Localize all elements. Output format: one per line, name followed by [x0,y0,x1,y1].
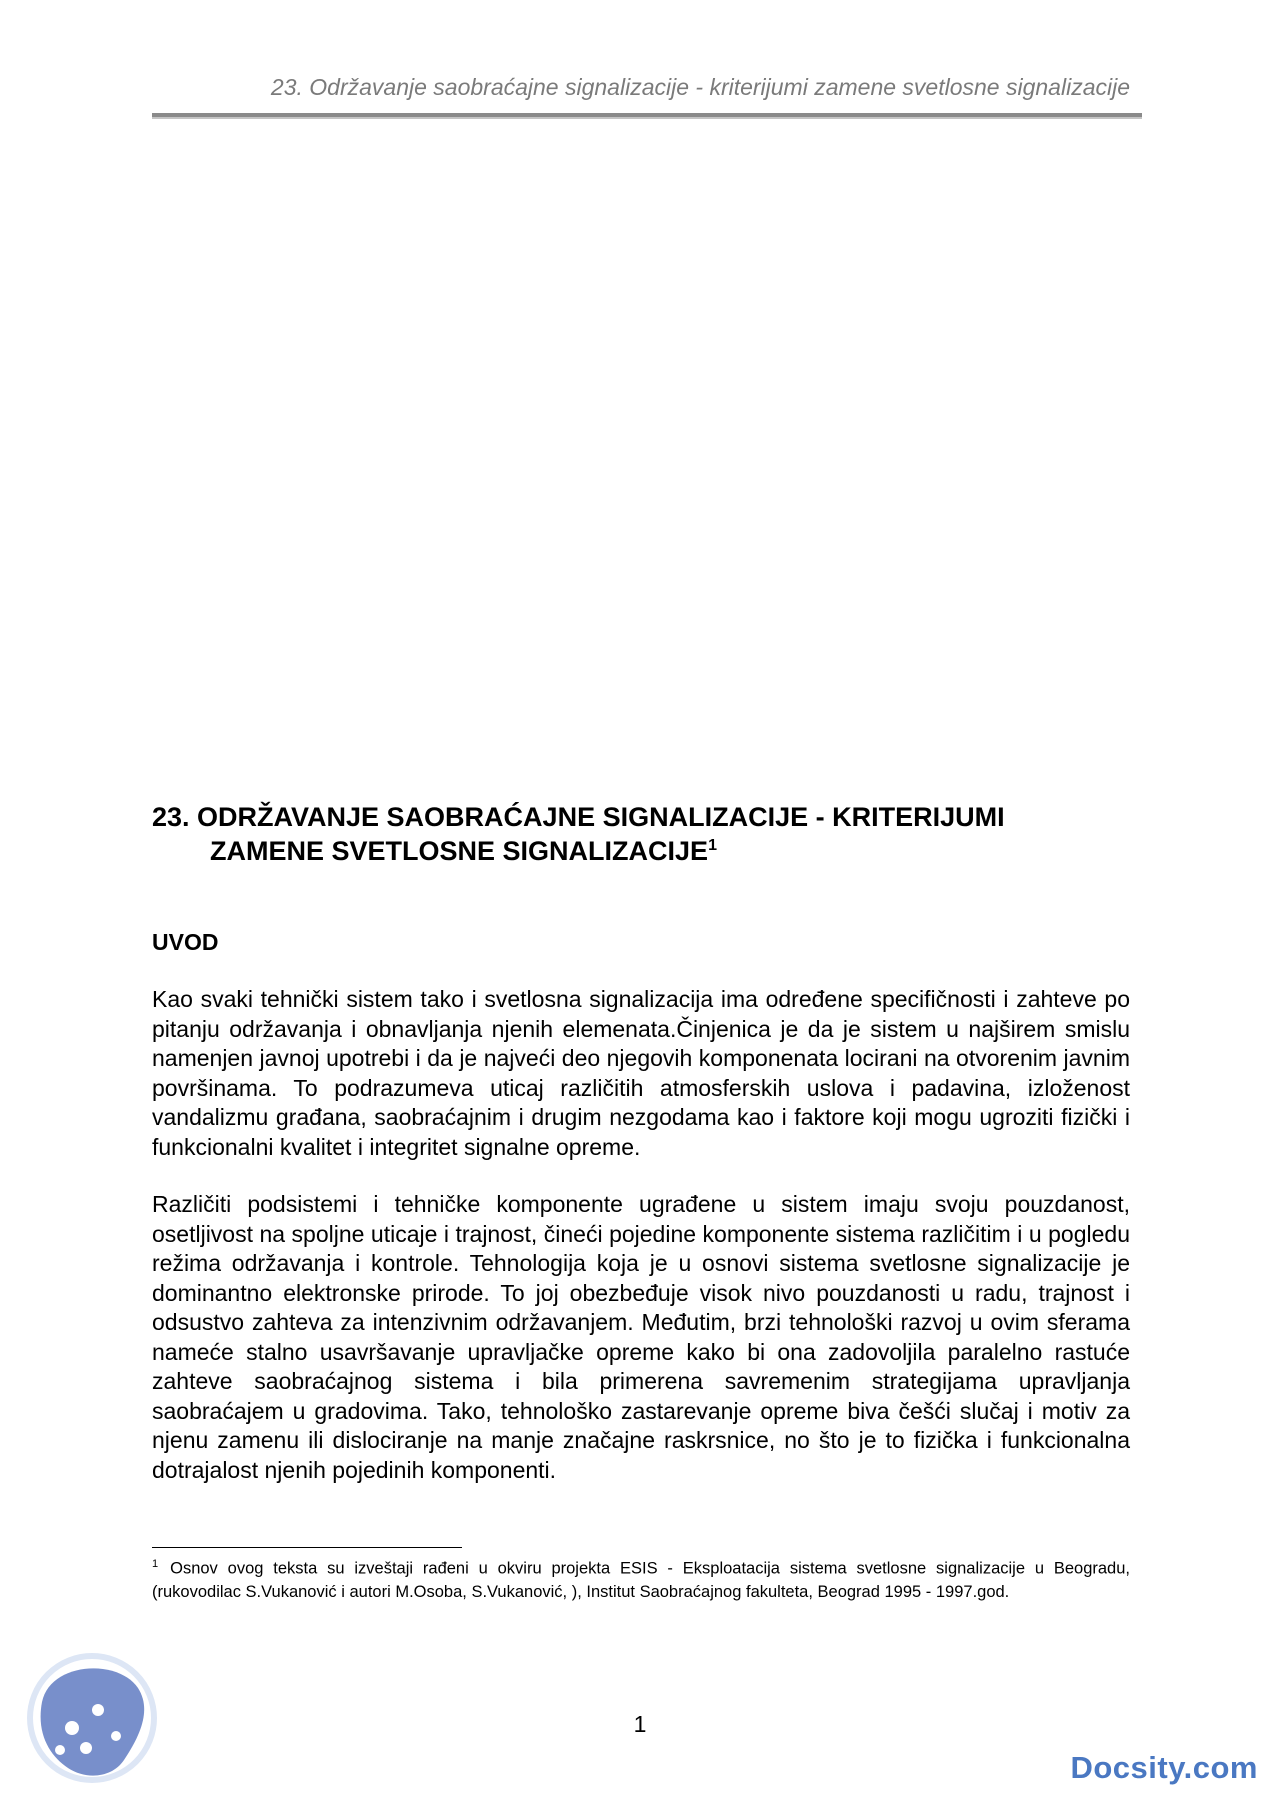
body-paragraph: Različiti podsistemi i tehničke komponente ugrađene u sistem imaju svoju pouzdanost, osetljivost na spoljne uticaje i trajnost, čineći pojedine komponente sistema različitim i u pogledu režima održavanja i kontrole. Tehnologija koja je u osnovi sistema svetlosne signalizacije je dominantno elektronske prirode. To joj obezbeđuje visok nivo pouzdanosti u radu, trajnost i odsustvo zahteva za intenzivnim održavanjem. Međutim, brzi tehnološki razvoj u ovim sferama nameće stalno usavršavanje upravljačke opreme kako bi ona zadovoljila paralelno rastuće zahteve saobraćajnog sistema i bila primerena savremenim strategijama upravljanja saobraćajem u gradovima. Tako, tehnološko zastarevanje opreme biva češći slučaj i motiv za njenu zamenu ili dislociranje na manje značajne raskrsnice, no što je to fizička i funkcionalna dotrajalost njenih pojedinih komponenti. [152,1191,1130,1483]
docsity-brand-text[interactable]: Docsity.com [1070,1750,1258,1785]
footnote-rule [152,1547,462,1548]
footnote [152,1553,1130,1604]
section-heading: UVOD [152,929,219,955]
chapter-title [152,800,1132,868]
running-header: 23. Održavanje saobraćajne signalizacije - kriterijumi zamene svetlosne signalizacije [270,74,1130,100]
page-number: 1 [633,1711,647,1737]
chapter-title-line2: ZAMENE SVETLOSNE SIGNALIZACIJE [210,836,709,866]
footnote-text: Osnov ovog teksta su izveštaji rađeni u okviru projekta ESIS - Eksploatacija sistema svetlosne signalizacije u Beogradu, (rukovodilac S.Vukanović i autori M.Osoba, S.Vukanović, ), Institut Saobraćajnog fakulteta, Beograd 1995 - 1997.god. [152,1559,1130,1601]
chapter-title-line2-wrap [152,834,1132,868]
body-paragraph: Kao svaki tehnički sistem tako i svetlosna signalizacija ima određene specifičnosti i zahteve po pitanju održavanja i obnavljanja njenih elemenata.Činjenica je da je sistem u najširem smislu namenjen javnoj upotrebi i da je najveći deo njegovih komponenata locirani na otvorenim javnim površinama. To podrazumeva uticaj različitih atmosferskih uslova i padavina, izloženost vandalizmu građana, saobraćajnim i drugim nezgodama kao i faktore koji mogu ugroziti fizički i funkcionalni kvalitet i integritet signalne opreme. [152,986,1130,1160]
docsity-logo-icon[interactable] [20,1640,165,1790]
chapter-title-line1: 23. ODRŽAVANJE SAOBRAĆAJNE SIGNALIZACIJE - KRITERIJUMI [152,802,1005,832]
footnote-reference[interactable]: 1 [708,837,717,854]
header-rule [152,113,1142,119]
footnote-mark: 1 [152,1558,159,1570]
